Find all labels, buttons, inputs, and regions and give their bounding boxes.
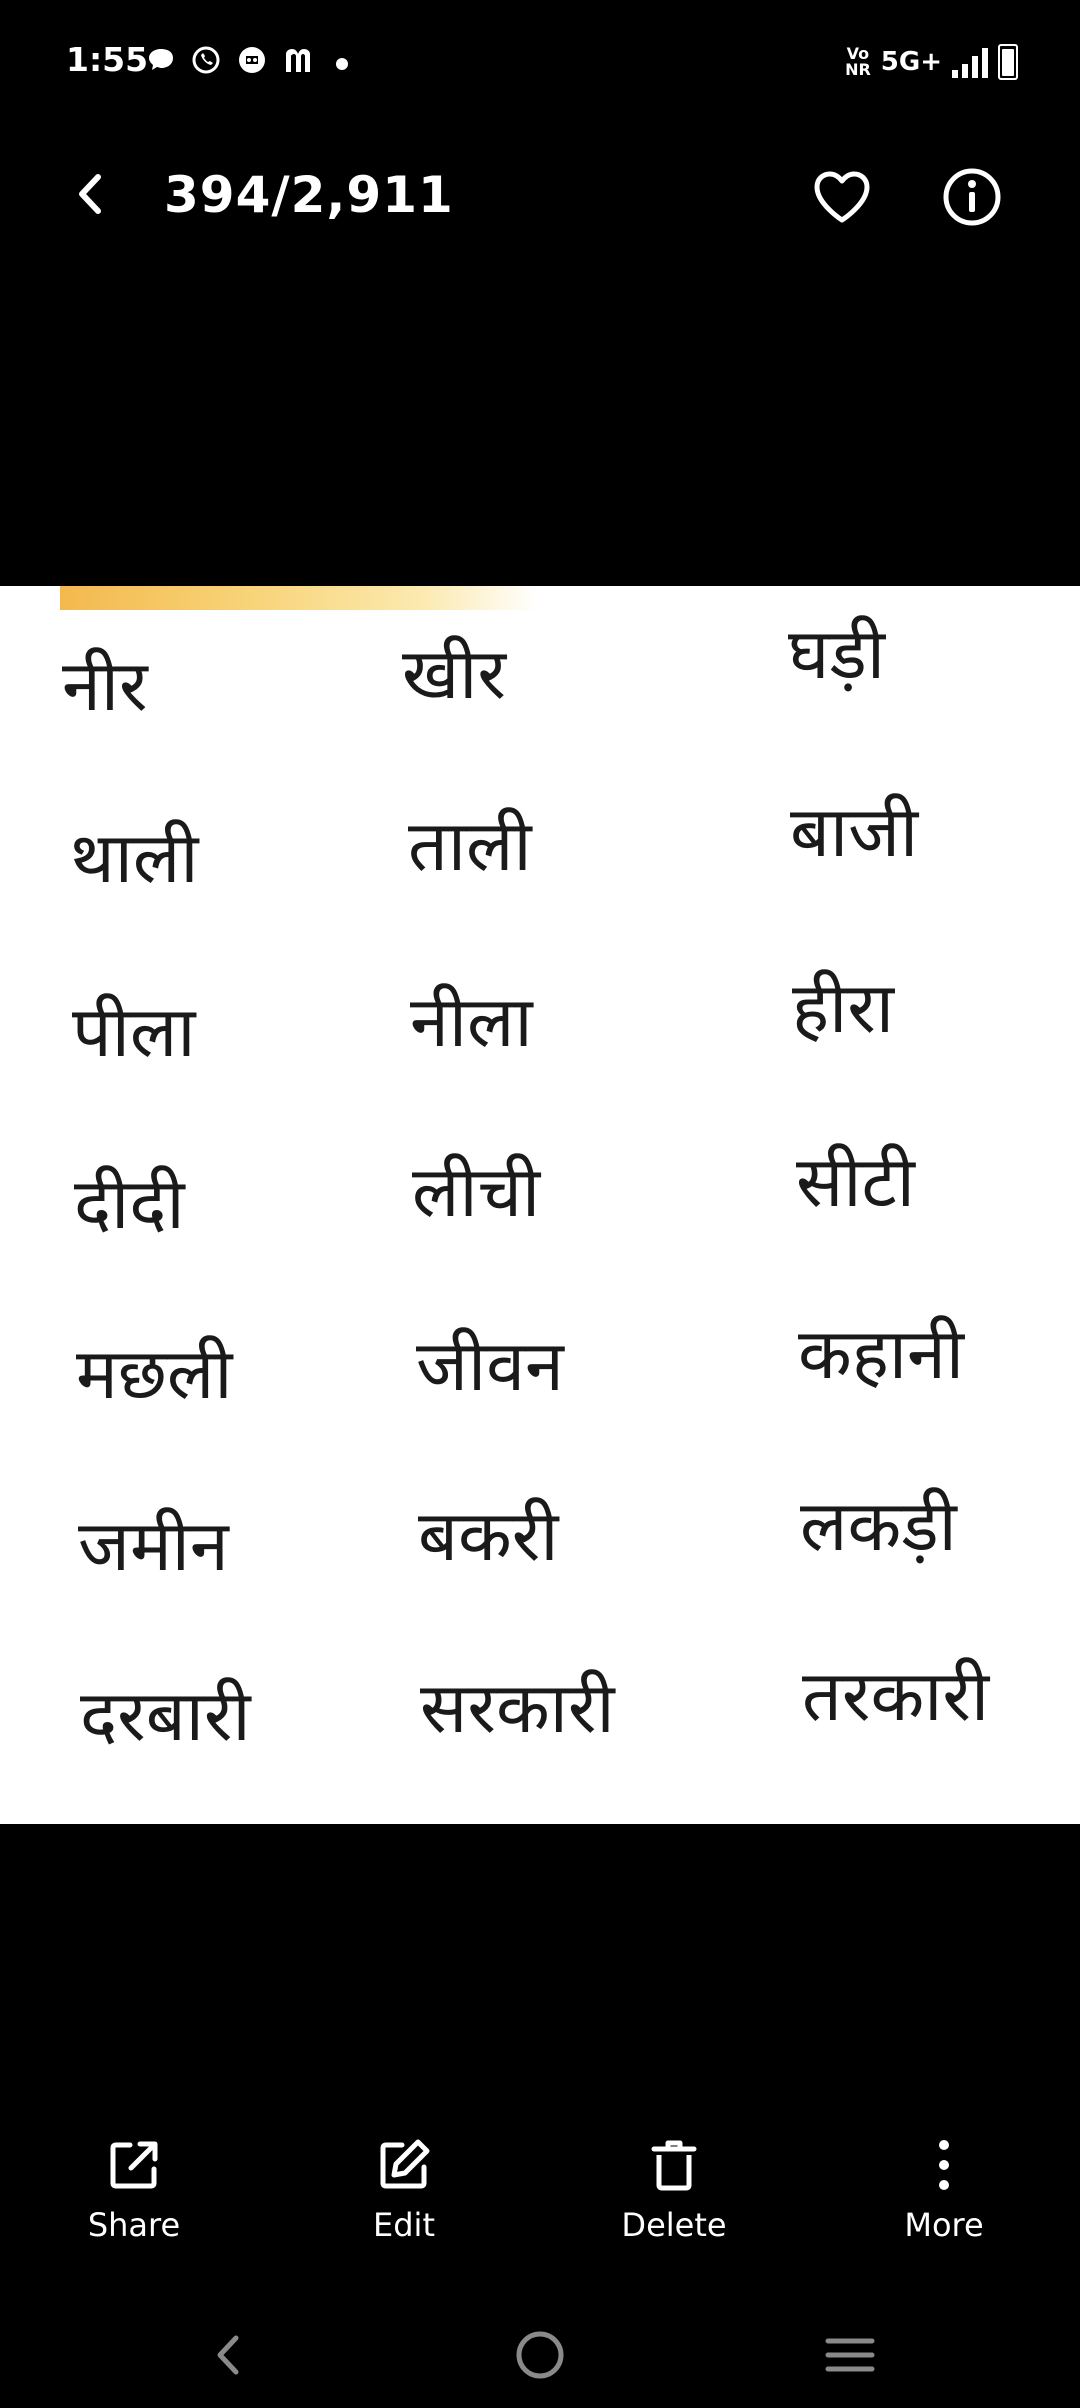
word-cell: घड़ी: [788, 613, 885, 695]
chat-bubble-icon: [146, 45, 176, 83]
notification-icons: [146, 44, 348, 84]
word-cell: बाजी: [790, 791, 919, 873]
share-label: Share: [87, 2206, 181, 2244]
word-cell: लीची: [412, 1151, 541, 1233]
nav-back-icon: [208, 2330, 248, 2380]
more-button[interactable]: [854, 2130, 1034, 2244]
delete-label: Delete: [621, 2206, 727, 2244]
word-cell: नीला: [410, 981, 533, 1063]
word-cell: जीवन: [416, 1325, 564, 1407]
status-bar: [0, 0, 1080, 130]
info-button[interactable]: [935, 160, 1009, 234]
more-label: More: [904, 2206, 984, 2244]
word-cell: पीला: [72, 991, 196, 1073]
m-app-icon: [282, 44, 316, 84]
app-badge-icon: [236, 44, 268, 84]
photo-viewer-image[interactable]: [0, 586, 1080, 1824]
photo-top-color-strip: [60, 586, 540, 610]
more-notifications-dot: [336, 58, 348, 70]
trash-icon: [639, 2130, 709, 2200]
network-type: 5G+: [880, 47, 942, 77]
edit-button[interactable]: [314, 2130, 494, 2244]
word-cell: तरकारी: [802, 1655, 990, 1737]
share-icon: [99, 2130, 169, 2200]
word-cell: कहानी: [798, 1313, 965, 1395]
viewer-top-bar: [0, 140, 1080, 250]
info-icon: [941, 166, 1003, 228]
status-time: 1:55: [66, 40, 149, 79]
signal-icon: [952, 46, 988, 78]
heart-icon: [811, 168, 873, 226]
nav-recents-icon: [822, 2333, 878, 2377]
favorite-button[interactable]: [805, 160, 879, 234]
share-button[interactable]: [44, 2130, 224, 2244]
word-cell: ताली: [408, 805, 532, 887]
nav-recents-button[interactable]: [815, 2320, 885, 2390]
edit-icon: [369, 2130, 439, 2200]
volte-indicator: Vo NR: [845, 44, 871, 79]
nav-home-button[interactable]: [505, 2320, 575, 2390]
word-cell: सरकारी: [420, 1667, 615, 1749]
back-button[interactable]: [60, 164, 120, 224]
word-cell: खीर: [402, 633, 507, 715]
system-nav-bar: [0, 2300, 1080, 2408]
word-cell: दीदी: [74, 1163, 185, 1245]
more-vertical-icon: [909, 2130, 979, 2200]
word-cell: जमीन: [78, 1505, 229, 1587]
system-icons: [845, 44, 1018, 80]
word-cell: थाली: [70, 817, 199, 899]
word-cell: बकरी: [418, 1495, 559, 1577]
word-cell: नीर: [62, 645, 148, 727]
word-cell: लकड़ी: [800, 1485, 957, 1567]
edit-label: Edit: [373, 2206, 435, 2244]
word-cell: मछली: [76, 1333, 233, 1415]
whatsapp-icon: [190, 44, 222, 84]
delete-button[interactable]: [584, 2130, 764, 2244]
word-cell: सीटी: [796, 1141, 915, 1223]
battery-icon: [998, 44, 1018, 80]
chevron-left-icon: [70, 169, 110, 219]
nav-back-button[interactable]: [193, 2320, 263, 2390]
viewer-action-bar: [0, 2130, 1080, 2260]
photo-counter: 394/2,911: [164, 166, 454, 224]
word-cell: हीरा: [792, 967, 895, 1049]
word-cell: दरबारी: [80, 1675, 251, 1757]
nav-home-icon: [514, 2329, 566, 2381]
